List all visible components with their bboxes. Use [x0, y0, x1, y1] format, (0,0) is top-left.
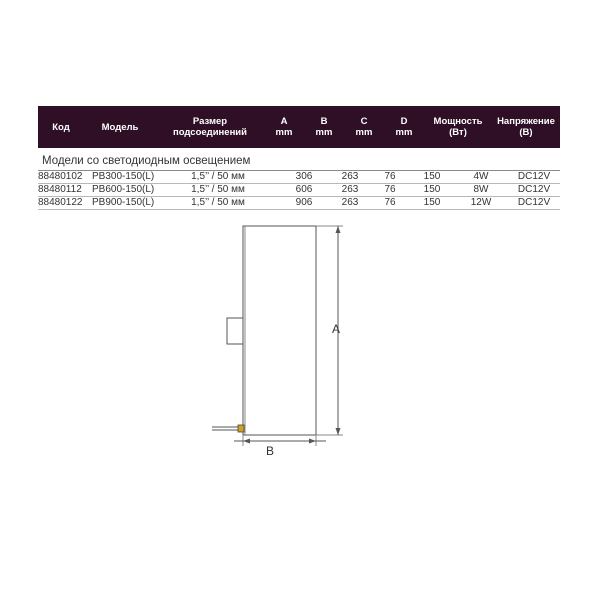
cell-code: 88480102: [38, 171, 83, 182]
cell-code: 88480112: [38, 184, 82, 195]
cell-power: 4W: [473, 171, 489, 182]
cell-size: 1,5’’ / 50 мм: [191, 184, 245, 195]
cell-voltage: DC12V: [517, 171, 551, 182]
header-a: A mm: [275, 116, 293, 138]
cell-d: 150: [423, 171, 441, 182]
header-size: Размер подсоединений: [172, 116, 247, 138]
cell-a: 306: [295, 171, 313, 182]
cell-d: 150: [423, 184, 441, 195]
side-connector: [227, 318, 243, 344]
header-d: D mm: [395, 116, 413, 138]
cell-c: 76: [384, 197, 396, 208]
dim-b-arrow-right: [309, 439, 316, 444]
cell-code: 88480122: [38, 197, 83, 208]
header-power: Мощность (Вт): [433, 116, 483, 138]
cell-a: 606: [295, 184, 313, 195]
dim-label-a: A: [332, 322, 341, 336]
dim-a-arrow-bottom: [336, 428, 341, 435]
header-voltage: Напряжение (В): [497, 116, 555, 138]
cell-c: 76: [384, 171, 396, 182]
header-model: Модель: [101, 121, 139, 133]
dim-b-arrow-left: [243, 439, 250, 444]
cell-power: 12W: [470, 197, 492, 208]
cell-b: 263: [341, 197, 359, 208]
header-c: C mm: [355, 116, 373, 138]
cell-size: 1,5’’ / 50 мм: [191, 171, 245, 182]
cell-model: PB900-150(L): [92, 197, 155, 208]
dim-label-b: B: [266, 444, 275, 458]
cell-c: 76: [384, 184, 396, 195]
cell-size: 1,5’’ / 50 мм: [191, 197, 245, 208]
cell-d: 150: [423, 197, 441, 208]
header-b: B mm: [315, 116, 333, 138]
cell-model: PB600-150(L): [92, 184, 155, 195]
header-code: Код: [52, 121, 70, 133]
cell-model: PB300-150(L): [92, 171, 155, 182]
cell-voltage: DC12V: [517, 197, 551, 208]
cell-power: 8W: [473, 184, 489, 195]
cell-b: 263: [341, 171, 359, 182]
group-title: Модели со светодиодным освещением: [38, 148, 560, 171]
dim-a-arrow-top: [336, 226, 341, 233]
cell-a: 906: [295, 197, 313, 208]
product-body: [243, 226, 316, 435]
cell-voltage: DC12V: [517, 184, 551, 195]
led-fitting: [238, 425, 244, 432]
cell-b: 263: [341, 184, 359, 195]
